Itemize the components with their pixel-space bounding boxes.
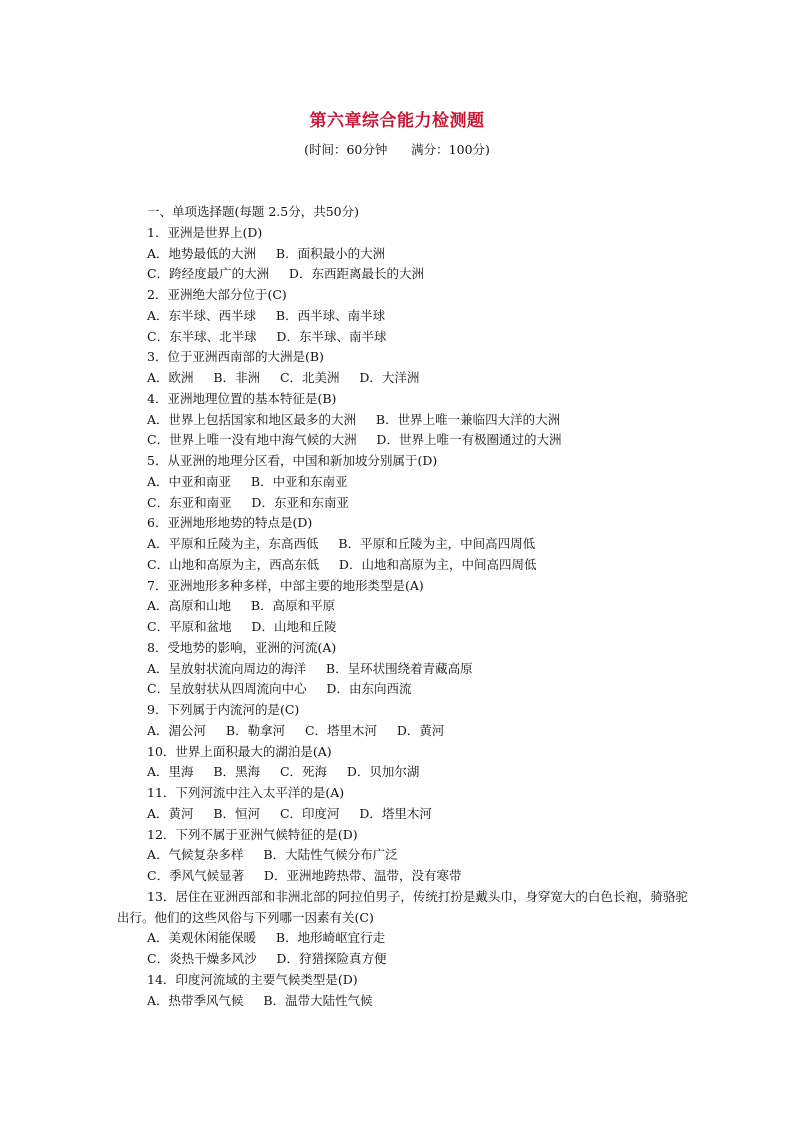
- text-line: A．呈放射状流向周边的海洋 B．呈环状围绕着青藏高原: [147, 660, 473, 676]
- question-13-text: 13．居住在亚洲西部和非洲北部的阿拉伯男子，传统打扮是戴头巾，身穿宽大的白色长袍，骑骆驼出行。他们的这些风俗与下列哪一因素有关(C): [117, 888, 688, 925]
- page-subtitle: (时间：60分钟 满分：100分): [304, 142, 490, 157]
- text-line: 6．亚洲地形地势的特点是(D): [147, 515, 313, 531]
- text-line: A．中亚和南亚 B．中亚和东南亚: [147, 473, 348, 489]
- text-line: A．东半球、西半球 B．西半球、南半球: [147, 307, 386, 323]
- text-line: C．东亚和南亚 D．东亚和东南亚: [147, 494, 349, 510]
- text-line: 9．下列属于内流河的是(C): [147, 702, 300, 717]
- question-13: [117, 887, 692, 929]
- text-line: 1．亚洲是世界上(D): [147, 224, 263, 240]
- page-title: 第六章综合能力检测题: [309, 111, 485, 131]
- text-line: 10．世界上面积最大的湖泊是(A): [147, 743, 332, 759]
- text-line: A．湄公河 B．勒拿河 C．塔里木河 D．黄河: [147, 722, 445, 738]
- text-line: A．热带季风气候 B．温带大陆性气候: [147, 992, 373, 1008]
- text-line: C．平原和盆地 D．山地和丘陵: [147, 619, 337, 634]
- text-line: A．平原和丘陵为主，东高西低 B．平原和丘陵为主，中间高四周低: [147, 536, 536, 551]
- text-line: 5．从亚洲的地理分区看，中国和新加坡分别属于(D): [147, 453, 438, 468]
- text-line: A．美观休闲能保暖 B．地形崎岖宜行走: [147, 930, 386, 946]
- text-line: 7．亚洲地形多种多样，中部主要的地形类型是(A): [147, 577, 424, 593]
- text-line: 11．下列河流中注入太平洋的是(A): [147, 785, 345, 800]
- question-list: [147, 223, 692, 887]
- text-line: C．世界上唯一没有地中海气候的大洲 D．世界上唯一有极圈通过的大洲: [147, 432, 562, 448]
- text-line: A．世界上包括国家和地区最多的大洲 B．世界上唯一兼临四大洋的大洲: [147, 411, 561, 427]
- text-line: A．地势最低的大洲 B．面积最小的大洲: [147, 245, 386, 261]
- text-line: A．高原和山地 B．高原和平原: [147, 598, 336, 614]
- text-line: 4．亚洲地理位置的基本特征是(B): [147, 390, 337, 406]
- question-list-continued: [147, 928, 692, 1011]
- text-line: 2．亚洲绝大部分位于(C): [147, 287, 287, 302]
- text-line: C．炎热干燥多风沙 D．狩猎探险真方便: [147, 951, 387, 966]
- text-line: A．里海 B．黑海 C．死海 D．贝加尔湖: [147, 764, 420, 780]
- text-line: 8．受地势的影响，亚洲的河流(A): [147, 639, 337, 655]
- text-line: C．呈放射状从四周流向中心 D．由东向西流: [147, 681, 412, 697]
- text-line: 14．印度河流域的主要气候类型是(D): [147, 971, 358, 987]
- text-line: C．跨经度最广的大洲 D．东西距离最长的大洲: [147, 266, 424, 282]
- question-content: [117, 202, 692, 1011]
- text-line: 12．下列不属于亚洲气候特征的是(D): [147, 826, 358, 842]
- text-line: C．季风气候显著 D．亚洲地跨热带、温带，没有寒带: [147, 868, 462, 883]
- section-heading: 一、单项选择题(每题 2.5分，共50分): [147, 204, 360, 219]
- text-line: A．欧洲 B．非洲 C．北美洲 D．大洋洲: [147, 370, 420, 385]
- text-line: A．气候复杂多样 B．大陆性气候分布广泛: [147, 847, 398, 863]
- text-line: C．山地和高原为主，西高东低 D．山地和高原为主，中间高四周低: [147, 556, 537, 572]
- text-line: 3．位于亚洲西南部的大洲是(B): [147, 349, 324, 365]
- text-line: C．东半球、北半球 D．东半球、南半球: [147, 328, 387, 344]
- text-line: A．黄河 B．恒河 C．印度河 D．塔里木河: [147, 805, 432, 821]
